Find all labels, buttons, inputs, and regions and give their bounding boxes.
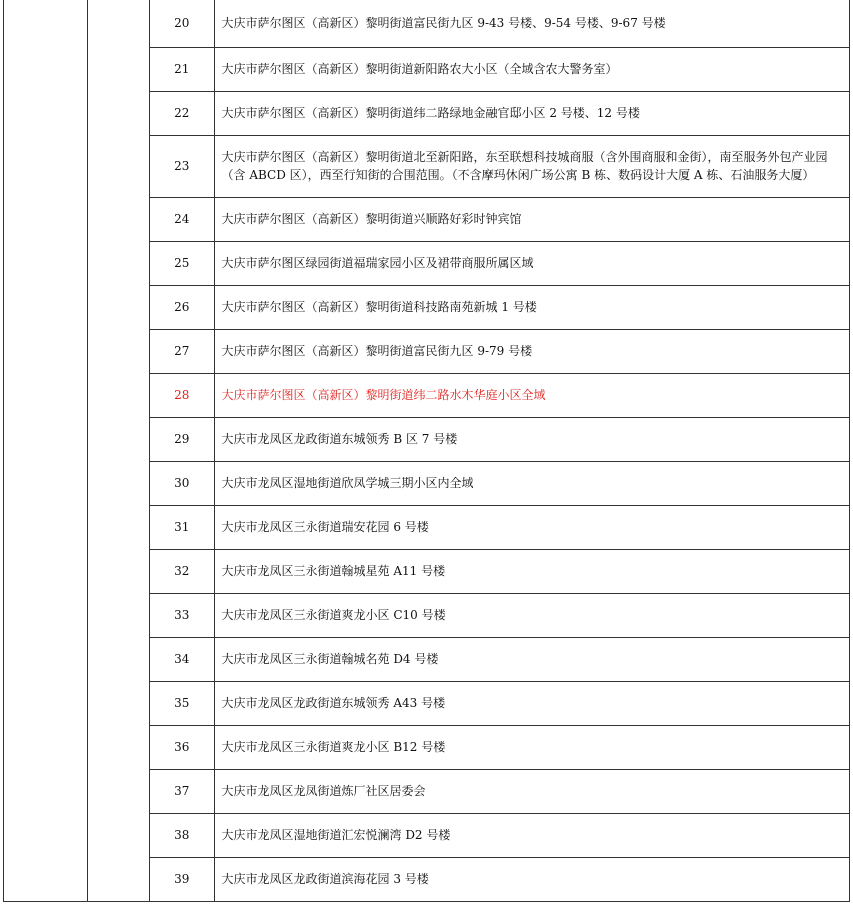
row-address: 大庆市龙凤区三永街道爽龙小区 B12 号楼	[214, 725, 849, 769]
table-row	[150, 593, 849, 637]
row-number: 39	[150, 857, 214, 901]
row-address: 大庆市龙凤区龙政街道东城领秀 B 区 7 号楼	[214, 417, 849, 461]
row-number: 36	[150, 725, 214, 769]
row-number: 30	[150, 461, 214, 505]
merged-district-column	[88, 0, 150, 901]
row-address: 大庆市萨尔图区（高新区）黎明街道富民街九区 9-43 号楼、9-54 号楼、9-67 号楼	[214, 0, 849, 47]
row-address: 大庆市萨尔图区（高新区）黎明街道北至新阳路，东至联想科技城商服（含外围商服和金街），南至服务外包产业园（含 ABCD 区），西至行知街的合围范围。（不含摩玛休闲广场公寓 B 栋、数码设计大厦 A 栋、石油服务大厦）	[214, 135, 849, 197]
row-number: 32	[150, 549, 214, 593]
row-address: 大庆市萨尔图区（高新区）黎明街道富民街九区 9-79 号楼	[214, 329, 849, 373]
table-row	[150, 637, 849, 681]
table-row	[150, 857, 849, 901]
table-row	[150, 91, 849, 135]
row-address: 大庆市萨尔图区（高新区）黎明街道科技路南苑新城 1 号楼	[214, 285, 849, 329]
row-address: 大庆市龙凤区三永街道瑞安花园 6 号楼	[214, 505, 849, 549]
row-address: 大庆市龙凤区湿地街道汇宏悦澜湾 D2 号楼	[214, 813, 849, 857]
table-row	[150, 505, 849, 549]
row-address: 大庆市龙凤区三永街道爽龙小区 C10 号楼	[214, 593, 849, 637]
table-row	[150, 417, 849, 461]
row-number: 29	[150, 417, 214, 461]
row-address: 大庆市龙凤区龙凤街道炼厂社区居委会	[214, 769, 849, 813]
row-number: 25	[150, 241, 214, 285]
row-number: 31	[150, 505, 214, 549]
row-number: 37	[150, 769, 214, 813]
row-number: 38	[150, 813, 214, 857]
table-row-highlighted	[150, 373, 849, 417]
row-number: 33	[150, 593, 214, 637]
row-address: 大庆市龙凤区三永街道翰城名苑 D4 号楼	[214, 637, 849, 681]
row-address: 大庆市萨尔图区绿园街道福瑞家园小区及裙带商服所属区域	[214, 241, 849, 285]
row-address: 大庆市萨尔图区（高新区）黎明街道纬二路水木华庭小区全域	[214, 373, 849, 417]
table-row	[150, 461, 849, 505]
table-row	[150, 549, 849, 593]
row-number: 34	[150, 637, 214, 681]
row-number: 23	[150, 135, 214, 197]
table-row	[150, 241, 849, 285]
table-row	[150, 725, 849, 769]
row-address: 大庆市龙凤区湿地街道欣凤学城三期小区内全域	[214, 461, 849, 505]
row-number: 28	[150, 373, 214, 417]
row-address: 大庆市龙凤区龙政街道滨海花园 3 号楼	[214, 857, 849, 901]
row-address: 大庆市龙凤区龙政街道东城领秀 A43 号楼	[214, 681, 849, 725]
document-table	[3, 0, 850, 902]
row-address: 大庆市萨尔图区（高新区）黎明街道兴顺路好彩时钟宾馆	[214, 197, 849, 241]
row-address: 大庆市龙凤区三永街道翰城星苑 A11 号楼	[214, 549, 849, 593]
address-table	[150, 0, 849, 902]
table-row	[150, 285, 849, 329]
table-row	[150, 135, 849, 197]
table-row	[150, 813, 849, 857]
row-number: 20	[150, 0, 214, 47]
table-row	[150, 47, 849, 91]
table-row	[150, 681, 849, 725]
row-number: 24	[150, 197, 214, 241]
row-number: 27	[150, 329, 214, 373]
merged-region-column	[4, 0, 88, 901]
table-row	[150, 329, 849, 373]
row-number: 26	[150, 285, 214, 329]
row-number: 35	[150, 681, 214, 725]
row-number: 21	[150, 47, 214, 91]
row-number: 22	[150, 91, 214, 135]
table-row	[150, 0, 849, 47]
row-address: 大庆市萨尔图区（高新区）黎明街道新阳路农大小区（全域含农大警务室）	[214, 47, 849, 91]
table-row	[150, 769, 849, 813]
table-row	[150, 197, 849, 241]
row-address: 大庆市萨尔图区（高新区）黎明街道纬二路绿地金融官邸小区 2 号楼、12 号楼	[214, 91, 849, 135]
